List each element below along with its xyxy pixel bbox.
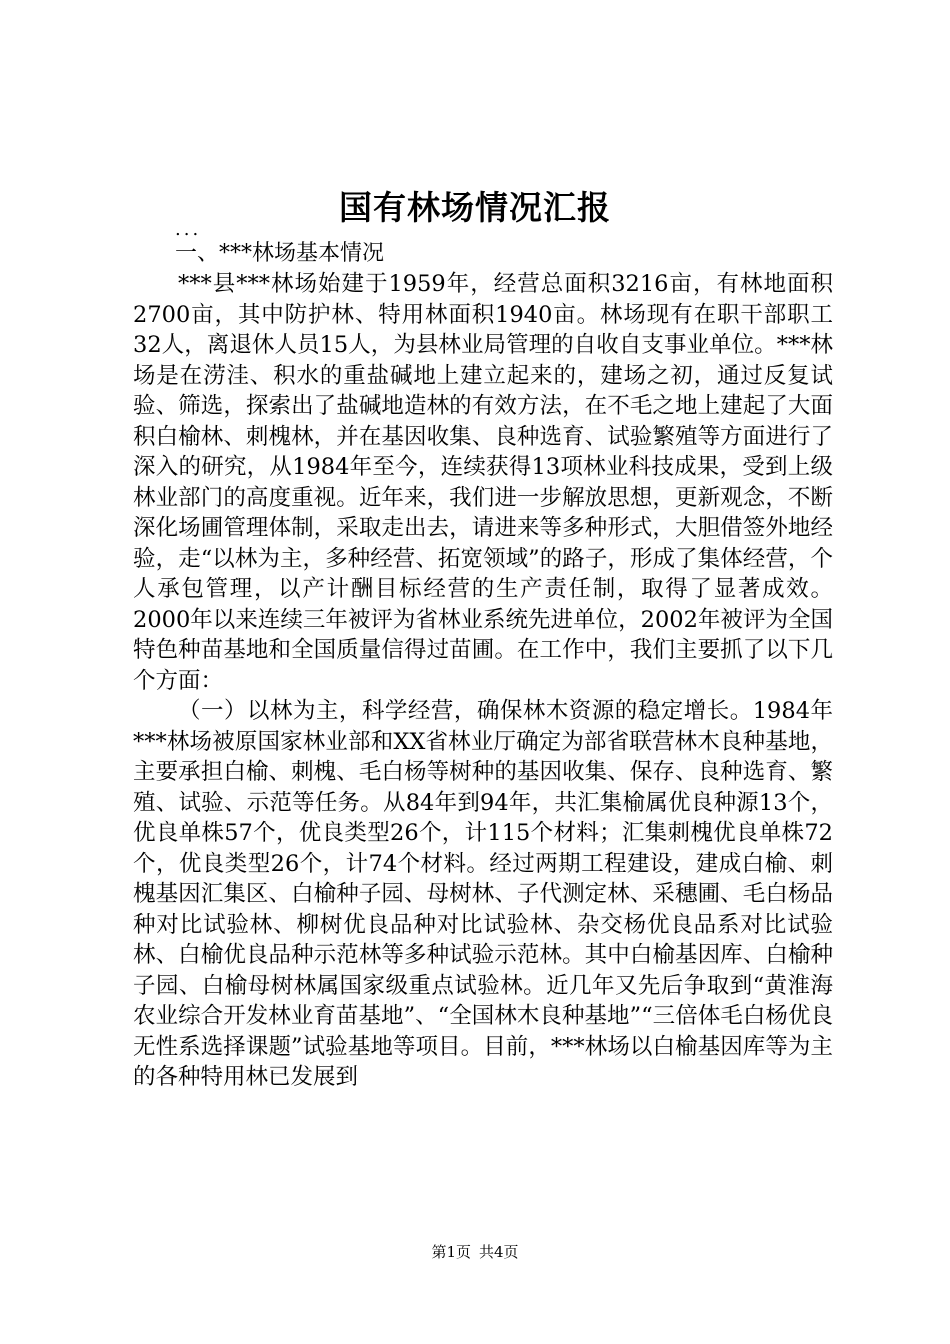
paragraph-forestry-management: （一）以林为主，科学经营，确保林木资源的稳定增长。1984年***林场被原国家林业部和XX省林业厅确定为部省联营林木良种基地，主要承担白榆、刺槐、毛白杨等树种的基因收集、保存、良种选育、繁殖、试验、示范等任务。从84年到94年，共汇集榆属优良种源13个，优良单株57个，优良类型26个，计115个材料；汇集刺槐优良单株72个，优良类型26个，计74个材料。经过两期工程建设，建成白榆、刺槐基因汇集区、白榆种子园、母树林、子代测定林、采穗圃、毛白杨品种对比试验林、柳树优良品种对比试验林、杂交杨优良品系对比试验林、白榆优良品种示范林等多种试验示范林。其中白榆基因库、白榆种子园、白榆母树林属国家级重点试验林。近几年又先后争取到“黄淮海农业综合开发林业育苗基地”、“全国林木良种基地”“三倍体毛白杨优良无性系选择课题”试验基地等项目。目前，***林场以白榆基因库等为主的各种特用林已发展到 <box>133 698 833 1090</box>
page-title: 国有林场情况汇报 <box>339 188 611 227</box>
ellipsis-marker: ... <box>175 219 202 240</box>
body-text <box>133 269 833 1093</box>
section-heading: 一、***林场基本情况 <box>175 241 385 266</box>
page-footer <box>0 1242 950 1262</box>
paragraph-basic-situation: ***县***林场始建于1959年，经营总面积3216亩，有林地面积2700亩，其中防护林、特用林面积1940亩。林场现有在职干部职工32人，离退休人员15人，为县林业局管理的自收自支事业单位。***林场是在涝洼、积水的重盐碱地上建立起来的，建场之初，通过反复试验、筛选，探索出了盐碱地造林的有效方法，在不毛之地上建起了大面积白榆林、刺槐林，并在基因收集、良种选育、试验繁殖等方面进行了深入的研究，从1984年至今，连续获得13项林业科技成果，受到上级林业部门的高度重视。近年来，我们进一步解放思想，更新观念，不断深化场圃管理体制，采取走出去，请进来等多种形式，大胆借签外地经验，走“以林为主，多种经营、拓宽领域”的路子，形成了集体经营，个人承包管理，以产计酬目标经营的生产责任制，取得了显著成效。2000年以来连续三年被评为省林业系统先进单位，2002年被评为全国特色种苗基地和全国质量信得过苗圃。在工作中，我们主要抓了以下几个方面： <box>133 271 833 694</box>
page-number: 第1页 <box>431 1243 471 1261</box>
page-total: 共4页 <box>479 1243 519 1261</box>
